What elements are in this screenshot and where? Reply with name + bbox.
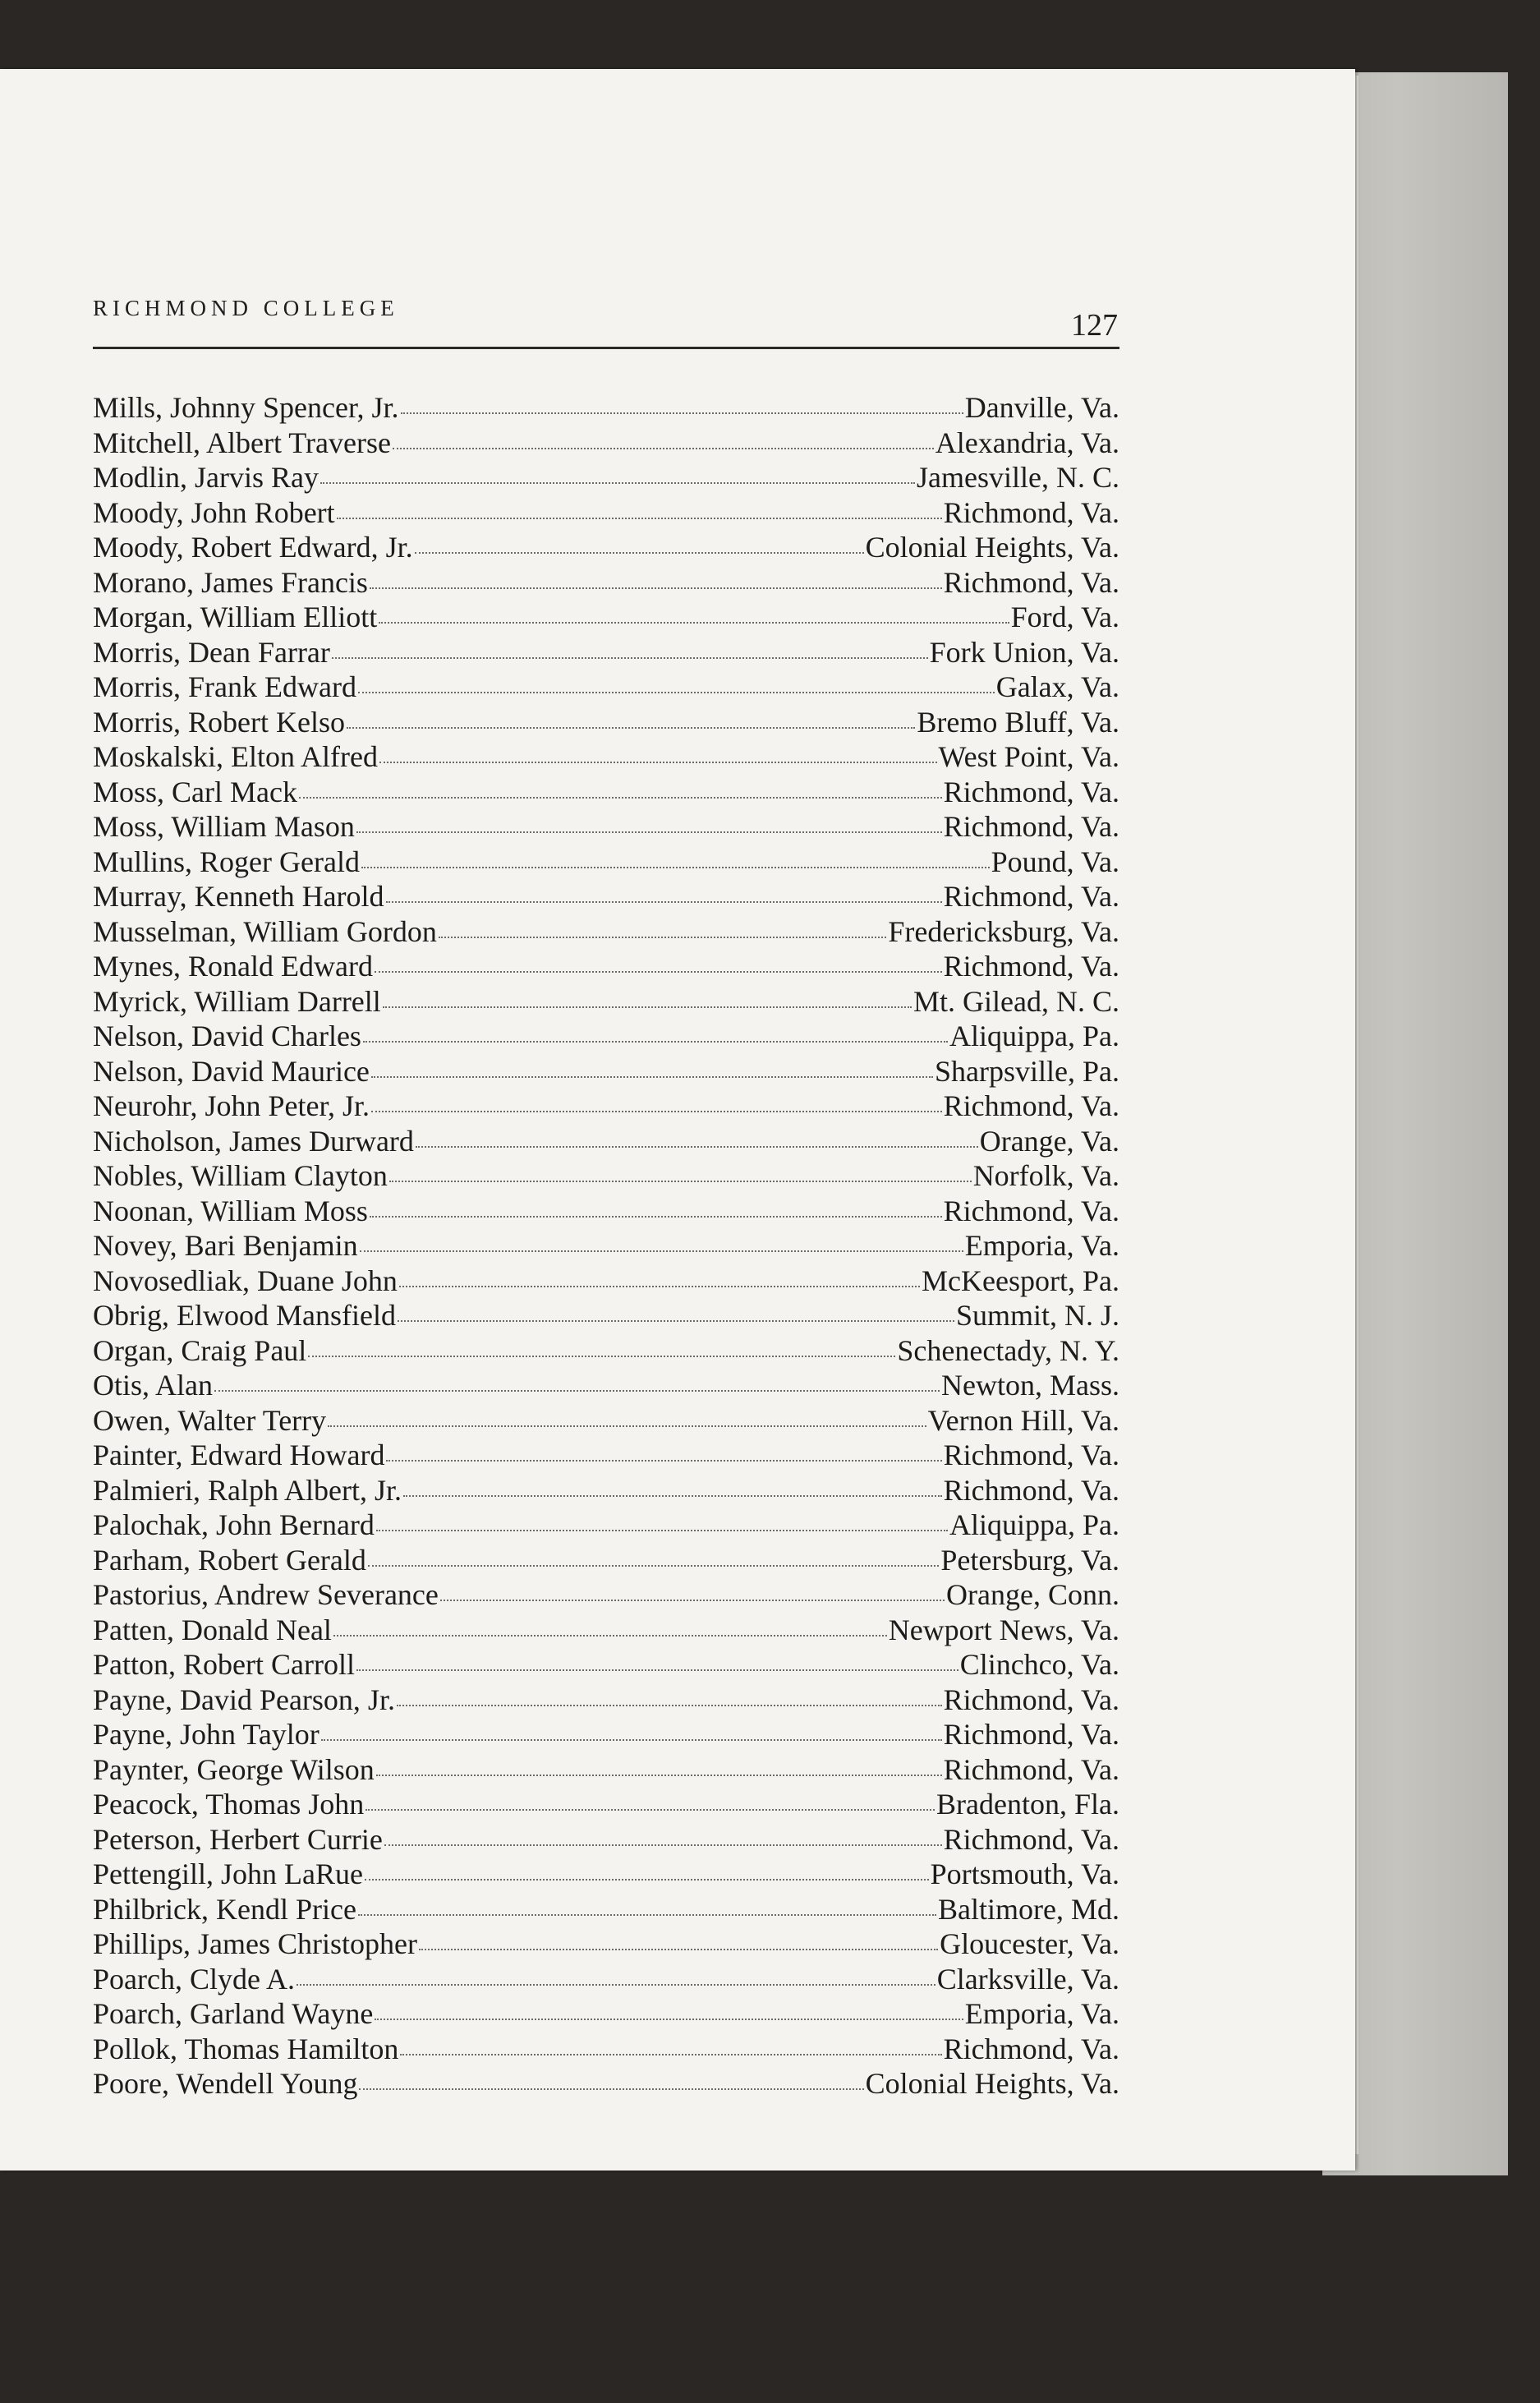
dot-leader <box>403 1494 942 1497</box>
dot-leader <box>332 656 928 659</box>
roster-entry <box>93 1473 1119 1508</box>
roster-entry <box>93 1403 1119 1439</box>
student-name: Poore, Wendell Young <box>93 2067 358 2100</box>
student-name: Mitchell, Albert Traverse <box>93 426 391 459</box>
hometown: Colonial Heights, Va. <box>865 2067 1119 2100</box>
student-name: Organ, Craig Paul <box>93 1333 307 1367</box>
hometown: Vernon Hill, Va. <box>927 1403 1119 1437</box>
roster-entry <box>93 635 1119 670</box>
dot-leader <box>386 900 942 903</box>
roster-entry <box>93 705 1119 740</box>
roster-entry <box>93 845 1119 880</box>
student-name: Peterson, Herbert Currie <box>93 1822 383 1856</box>
hometown: Richmond, Va. <box>943 775 1119 808</box>
dot-leader <box>376 1774 942 1776</box>
student-name: Otis, Alan <box>93 1369 214 1402</box>
dot-leader <box>365 1878 929 1881</box>
student-name: Nelson, David Charles <box>93 1020 361 1052</box>
dot-leader <box>398 1319 954 1322</box>
hometown: Gloucester, Va. <box>940 1927 1119 1960</box>
dot-leader <box>393 447 934 449</box>
dot-leader <box>386 1459 941 1462</box>
hometown: Richmond, Va. <box>943 1822 1119 1856</box>
roster-entry <box>93 495 1119 531</box>
hometown: McKeesport, Pa. <box>922 1264 1119 1297</box>
page-number: 127 <box>1071 308 1118 343</box>
student-name: Morris, Dean Farrar <box>93 635 330 669</box>
roster-entry <box>93 1298 1119 1333</box>
student-name: Nicholson, James Durward <box>93 1124 414 1158</box>
roster-entry <box>93 914 1119 950</box>
student-name: Poarch, Clyde A. <box>93 1962 295 1996</box>
dot-leader <box>440 1599 945 1601</box>
hometown: Emporia, Va. <box>964 1997 1119 2030</box>
dot-leader <box>400 2053 941 2055</box>
roster-entry <box>93 1333 1119 1369</box>
hometown: Richmond, Va. <box>943 1473 1119 1507</box>
student-name: Payne, John Taylor <box>93 1718 319 1751</box>
student-name: Morris, Robert Kelso <box>93 705 345 739</box>
student-name: Pollok, Thomas Hamilton <box>93 2032 399 2065</box>
roster-entry <box>93 1927 1119 1962</box>
roster-entry <box>93 530 1119 565</box>
dot-leader <box>375 970 942 973</box>
roster-entry <box>93 1089 1119 1124</box>
roster-entry <box>93 1787 1119 1822</box>
hometown: Richmond, Va. <box>943 1718 1119 1751</box>
student-name: Peacock, Thomas John <box>93 1788 365 1821</box>
roster-entry <box>93 2066 1119 2101</box>
roster-entry <box>93 1508 1119 1543</box>
hometown: Danville, Va. <box>964 391 1119 424</box>
student-roster <box>93 390 1119 2101</box>
roster-entry <box>93 739 1119 775</box>
hometown: Richmond, Va. <box>943 950 1119 983</box>
roster-entry <box>93 2032 1119 2067</box>
roster-entry <box>93 426 1119 461</box>
dot-leader <box>337 517 942 519</box>
hometown: Emporia, Va. <box>964 1229 1119 1262</box>
student-name: Palmieri, Ralph Albert, Jr. <box>93 1473 402 1507</box>
roster-entry <box>93 1228 1119 1264</box>
hometown: Orange, Va. <box>979 1124 1119 1158</box>
hometown: Richmond, Va. <box>943 495 1119 529</box>
roster-entry <box>93 1368 1119 1403</box>
hometown: Clarksville, Va. <box>936 1962 1119 1996</box>
hometown: Ford, Va. <box>1010 601 1119 633</box>
dot-leader <box>371 1075 933 1078</box>
dot-leader <box>214 1389 940 1392</box>
roster-entry <box>93 984 1119 1020</box>
dot-leader <box>308 1355 895 1357</box>
roster-entry <box>93 1264 1119 1299</box>
hometown: Mt. Gilead, N. C. <box>913 984 1119 1018</box>
roster-entry <box>93 460 1119 495</box>
hometown: Richmond, Va. <box>943 565 1119 599</box>
hometown: Pound, Va. <box>991 845 1119 878</box>
dot-leader <box>328 1425 926 1427</box>
student-name: Pettengill, John LaRue <box>93 1857 363 1890</box>
student-name: Painter, Edward Howard <box>93 1439 385 1471</box>
hometown: Bradenton, Fla. <box>936 1788 1119 1821</box>
hometown: Petersburg, Va. <box>940 1543 1119 1577</box>
student-name: Patton, Robert Carroll <box>93 1648 355 1681</box>
roster-entry <box>93 390 1119 426</box>
student-name: Mullins, Roger Gerald <box>93 845 360 878</box>
dot-leader <box>415 551 864 554</box>
hometown: Colonial Heights, Va. <box>865 531 1119 564</box>
dot-leader <box>365 1808 935 1811</box>
hometown: Jamesville, N. C. <box>917 461 1119 494</box>
student-name: Phillips, James Christopher <box>93 1927 417 1960</box>
student-name: Moss, Carl Mack <box>93 775 297 808</box>
hometown: Aliquippa, Pa. <box>949 1020 1119 1052</box>
hometown: Fredericksburg, Va. <box>888 914 1119 948</box>
dot-leader <box>370 1215 942 1218</box>
hometown: Norfolk, Va. <box>972 1159 1119 1192</box>
dot-leader <box>359 2088 863 2090</box>
hometown: Bremo Bluff, Va. <box>917 705 1119 739</box>
roster-entry <box>93 1752 1119 1788</box>
dot-leader <box>333 1634 887 1637</box>
dot-leader <box>383 1006 912 1008</box>
running-head: RICHMOND COLLEGE <box>93 296 399 320</box>
student-name: Noonan, William Moss <box>93 1194 368 1227</box>
dot-leader <box>360 1250 963 1252</box>
dot-leader <box>439 936 887 938</box>
student-name: Nobles, William Clayton <box>93 1159 388 1192</box>
student-name: Patten, Donald Neal <box>93 1613 332 1646</box>
dot-leader <box>375 2018 963 2020</box>
page-header <box>93 296 1119 349</box>
dot-leader <box>401 412 963 414</box>
roster-entry <box>93 670 1119 705</box>
hometown: Richmond, Va. <box>943 1194 1119 1227</box>
student-name: Nelson, David Maurice <box>93 1054 370 1088</box>
roster-entry <box>93 1717 1119 1752</box>
hometown: Portsmouth, Va. <box>930 1857 1119 1890</box>
roster-entry <box>93 565 1119 601</box>
hometown: Summit, N. J. <box>955 1299 1119 1332</box>
student-name: Murray, Kenneth Harold <box>93 880 384 913</box>
dot-leader <box>379 761 937 763</box>
student-name: Morano, James Francis <box>93 565 368 599</box>
student-name: Morris, Frank Edward <box>93 670 356 703</box>
roster-entry <box>93 1194 1119 1229</box>
student-name: Parham, Robert Gerald <box>93 1543 366 1577</box>
roster-entry <box>93 1857 1119 1892</box>
hometown: Baltimore, Md. <box>938 1892 1119 1926</box>
student-name: Musselman, William Gordon <box>93 914 437 948</box>
student-name: Owen, Walter Terry <box>93 1403 327 1437</box>
dot-leader <box>384 1844 942 1846</box>
hometown: Richmond, Va. <box>943 1439 1119 1471</box>
roster-entry <box>93 1054 1119 1089</box>
student-name: Pastorius, Andrew Severance <box>93 1578 439 1611</box>
dot-leader <box>356 831 942 833</box>
roster-entry <box>93 1613 1119 1648</box>
dot-leader <box>379 621 1009 624</box>
dot-leader <box>347 726 915 729</box>
student-name: Novosedliak, Duane John <box>93 1264 398 1297</box>
hometown: Richmond, Va. <box>943 2032 1119 2065</box>
dot-leader <box>416 1145 978 1148</box>
hometown: Alexandria, Va. <box>935 426 1119 459</box>
roster-entry <box>93 949 1119 984</box>
dot-leader <box>361 866 990 868</box>
student-name: Myrick, William Darrell <box>93 984 381 1018</box>
student-name: Moskalski, Elton Alfred <box>93 740 378 773</box>
roster-entry <box>93 1892 1119 1927</box>
hometown: Galax, Va. <box>995 670 1119 703</box>
hometown: Schenectady, N. Y. <box>897 1333 1119 1367</box>
dot-leader <box>370 587 942 589</box>
student-name: Paynter, George Wilson <box>93 1752 375 1786</box>
roster-entry <box>93 1438 1119 1473</box>
roster-entry <box>93 1962 1119 1997</box>
student-name: Morgan, William Elliott <box>93 601 378 633</box>
hometown: Richmond, Va. <box>943 1752 1119 1786</box>
student-name: Palochak, John Bernard <box>93 1508 375 1541</box>
roster-entry <box>93 775 1119 810</box>
student-name: Moody, John Robert <box>93 495 335 529</box>
hometown: Richmond, Va. <box>943 1089 1119 1122</box>
hometown: Richmond, Va. <box>943 880 1119 913</box>
hometown: Sharpsville, Pa. <box>935 1054 1119 1088</box>
roster-entry <box>93 1683 1119 1718</box>
dot-leader <box>358 1913 936 1916</box>
dot-leader <box>297 1983 935 1986</box>
dot-leader <box>419 1948 938 1950</box>
roster-entry <box>93 1158 1119 1194</box>
hometown: Aliquippa, Pa. <box>949 1508 1119 1541</box>
student-name: Novey, Bari Benjamin <box>93 1229 358 1262</box>
hometown: Newton, Mass. <box>941 1369 1119 1402</box>
dot-leader <box>371 1110 942 1112</box>
dot-leader <box>320 481 915 484</box>
dot-leader <box>376 1529 948 1531</box>
dot-leader <box>397 1704 942 1706</box>
dot-leader <box>321 1738 942 1741</box>
roster-entry <box>93 1996 1119 2032</box>
hometown: Orange, Conn. <box>946 1578 1119 1611</box>
dot-leader <box>363 1040 948 1043</box>
student-name: Modlin, Jarvis Ray <box>93 461 319 494</box>
student-name: Obrig, Elwood Mansfield <box>93 1299 396 1332</box>
hometown: Clinchco, Va. <box>959 1648 1119 1681</box>
dot-leader <box>389 1180 972 1182</box>
dot-leader <box>358 691 995 693</box>
roster-entry <box>93 600 1119 635</box>
roster-entry <box>93 1019 1119 1054</box>
roster-entry <box>93 1543 1119 1578</box>
hometown: Fork Union, Va. <box>929 635 1119 669</box>
hometown: West Point, Va. <box>938 740 1119 773</box>
dot-leader <box>299 796 942 799</box>
hometown: Richmond, Va. <box>943 810 1119 843</box>
hometown: Richmond, Va. <box>943 1683 1119 1716</box>
roster-entry <box>93 879 1119 914</box>
student-name: Payne, David Pearson, Jr. <box>93 1683 395 1716</box>
dot-leader <box>368 1564 939 1567</box>
student-name: Mills, Johnny Spencer, Jr. <box>93 391 399 424</box>
dot-leader <box>399 1285 920 1287</box>
dot-leader <box>356 1669 958 1671</box>
student-name: Neurohr, John Peter, Jr. <box>93 1089 370 1122</box>
student-name: Philbrick, Kendl Price <box>93 1892 356 1926</box>
roster-entry <box>93 1822 1119 1857</box>
student-name: Mynes, Ronald Edward <box>93 950 373 983</box>
roster-entry <box>93 1124 1119 1159</box>
student-name: Poarch, Garland Wayne <box>93 1997 374 2030</box>
roster-entry <box>93 1577 1119 1613</box>
student-name: Moss, William Mason <box>93 810 355 843</box>
roster-entry <box>93 809 1119 845</box>
hometown: Newport News, Va. <box>888 1613 1119 1646</box>
roster-entry <box>93 1647 1119 1683</box>
student-name: Moody, Robert Edward, Jr. <box>93 531 413 564</box>
